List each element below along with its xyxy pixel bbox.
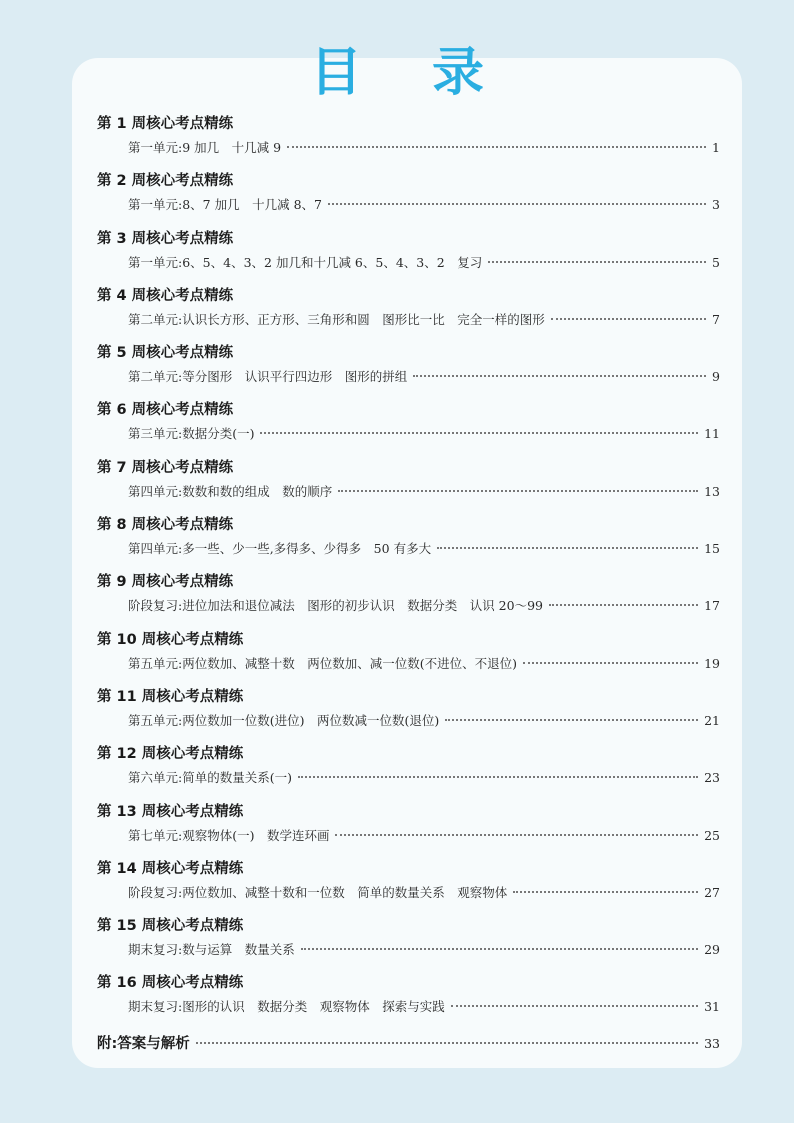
dot-leader xyxy=(551,318,706,320)
page-number: 21 xyxy=(704,712,720,728)
dot-leader xyxy=(437,547,698,549)
page-number: 5 xyxy=(712,254,720,270)
page-number: 31 xyxy=(704,999,720,1015)
toc-week-14 xyxy=(97,858,720,915)
dot-leader xyxy=(301,948,698,950)
entry-text: 阶段复习:进位加法和退位减法 图形的初步认识 数据分类 认识 20～99 xyxy=(128,598,543,614)
toc-week-8 xyxy=(97,514,720,571)
entry-text: 阶段复习:两位数加、减整十数和一位数 简单的数量关系 观察物体 xyxy=(128,884,508,900)
entry-text: 第一单元:9 加几 十几减 9 xyxy=(128,140,282,155)
week-title: 第 13 周核心考点精练 xyxy=(97,803,244,820)
dot-leader xyxy=(549,604,698,606)
dot-leader xyxy=(488,261,706,263)
week-title: 第 12 周核心考点精练 xyxy=(97,746,244,763)
page-number: 29 xyxy=(704,942,720,958)
week-title: 第 10 周核心考点精练 xyxy=(97,631,244,648)
toc-entry[interactable] xyxy=(128,880,720,906)
toc-week-13 xyxy=(97,801,720,858)
week-title: 第 7 周核心考点精练 xyxy=(97,459,234,476)
appendix-title: 附:答案与解析 xyxy=(97,1035,190,1052)
page-number: 19 xyxy=(704,655,720,671)
entry-text: 第三单元:数据分类(一) xyxy=(128,426,255,442)
dot-leader xyxy=(328,203,706,205)
dot-leader xyxy=(445,719,698,721)
dot-leader xyxy=(287,146,706,148)
page-number: 7 xyxy=(712,311,720,327)
toc-entry[interactable] xyxy=(128,765,720,791)
toc-week-6 xyxy=(97,399,720,456)
week-title: 第 15 周核心考点精练 xyxy=(97,918,244,935)
week-title: 第 14 周核心考点精练 xyxy=(97,860,244,877)
page-number: 27 xyxy=(704,884,720,900)
toc-week-11 xyxy=(97,686,720,743)
dot-leader xyxy=(413,375,706,377)
toc-entry[interactable] xyxy=(128,192,720,218)
toc-week-16 xyxy=(97,972,720,1029)
toc-week-9 xyxy=(97,571,720,628)
week-title: 第 11 周核心考点精练 xyxy=(97,688,244,705)
week-title: 第 3 周核心考点精练 xyxy=(97,230,234,247)
toc-appendix[interactable] xyxy=(97,1030,720,1058)
page-number: 23 xyxy=(704,770,720,786)
toc-week-1 xyxy=(97,113,720,170)
dot-leader xyxy=(523,662,698,664)
page-number: 13 xyxy=(704,483,720,499)
dot-leader xyxy=(338,490,698,492)
toc-week-5 xyxy=(97,342,720,399)
week-title: 第 16 周核心考点精练 xyxy=(97,975,244,992)
week-title: 第 1 周核心考点精练 xyxy=(97,116,234,132)
toc-entry[interactable] xyxy=(128,479,720,505)
toc-week-2 xyxy=(97,170,720,227)
entry-text: 第六单元:简单的数量关系(一) xyxy=(128,770,292,786)
entry-text: 第一单元:6、5、4、3、2 加几和十几减 6、5、4、3、2 复习 xyxy=(128,254,483,270)
toc-entry[interactable] xyxy=(128,364,720,390)
entry-text: 第四单元:数数和数的组成 数的顺序 xyxy=(128,483,333,499)
toc-entry[interactable] xyxy=(128,651,720,677)
toc-entry[interactable] xyxy=(128,823,720,849)
page-number: 25 xyxy=(704,827,720,843)
page-number: 11 xyxy=(704,426,720,442)
toc-entry[interactable] xyxy=(128,536,720,562)
toc-week-7 xyxy=(97,457,720,514)
entry-text: 第四单元:多一些、少一些,多得多、少得多 50 有多大 xyxy=(128,541,432,557)
entry-text: 第五单元:两位数加一位数(进位) 两位数减一位数(退位) xyxy=(128,712,440,728)
toc-entry[interactable] xyxy=(128,593,720,619)
week-title: 第 4 周核心考点精练 xyxy=(97,287,234,304)
toc-week-15 xyxy=(97,915,720,972)
toc-week-4 xyxy=(97,285,720,342)
entry-text: 第一单元:8、7 加几 十几减 8、7 xyxy=(128,197,322,213)
page-number: 33 xyxy=(704,1035,720,1051)
entry-text: 第七单元:观察物体(一) 数学连环画 xyxy=(128,827,330,843)
toc-week-3 xyxy=(97,228,720,285)
dot-leader xyxy=(513,891,698,893)
page-number: 15 xyxy=(704,541,720,557)
toc-entry[interactable] xyxy=(128,708,720,734)
week-title: 第 2 周核心考点精练 xyxy=(97,173,234,190)
toc-entry[interactable] xyxy=(128,937,720,963)
toc-entry[interactable] xyxy=(128,994,720,1020)
week-title: 第 5 周核心考点精练 xyxy=(97,345,234,362)
toc-entry[interactable] xyxy=(128,135,720,161)
entry-text: 期末复习:数与运算 数量关系 xyxy=(128,942,295,958)
entry-text: 第五单元:两位数加、减整十数 两位数加、减一位数(不进位、不退位) xyxy=(128,655,517,671)
toc-entry[interactable] xyxy=(128,421,720,447)
page-number: 3 xyxy=(712,197,720,213)
page-number: 9 xyxy=(712,369,720,385)
toc-entry[interactable] xyxy=(128,250,720,276)
page-title: 目 录 xyxy=(309,43,511,103)
week-title: 第 8 周核心考点精练 xyxy=(97,517,234,534)
toc-week-10 xyxy=(97,629,720,686)
entry-text: 第二单元:认识长方形、正方形、三角形和圆 图形比一比 完全一样的图形 xyxy=(128,311,545,327)
dot-leader xyxy=(260,432,698,434)
toc-entry[interactable] xyxy=(128,307,720,333)
entry-text: 期末复习:图形的认识 数据分类 观察物体 探索与实践 xyxy=(128,999,445,1015)
toc-week-12 xyxy=(97,743,720,800)
week-title: 第 6 周核心考点精练 xyxy=(97,402,234,419)
dot-leader xyxy=(298,776,698,778)
week-title: 第 9 周核心考点精练 xyxy=(97,574,234,591)
table-of-contents xyxy=(97,113,720,1058)
dot-leader xyxy=(335,834,698,836)
page-number: 17 xyxy=(704,598,720,614)
dot-leader xyxy=(451,1005,698,1007)
dot-leader xyxy=(196,1042,698,1044)
page-number: 1 xyxy=(712,140,720,155)
entry-text: 第二单元:等分图形 认识平行四边形 图形的拼组 xyxy=(128,369,408,385)
